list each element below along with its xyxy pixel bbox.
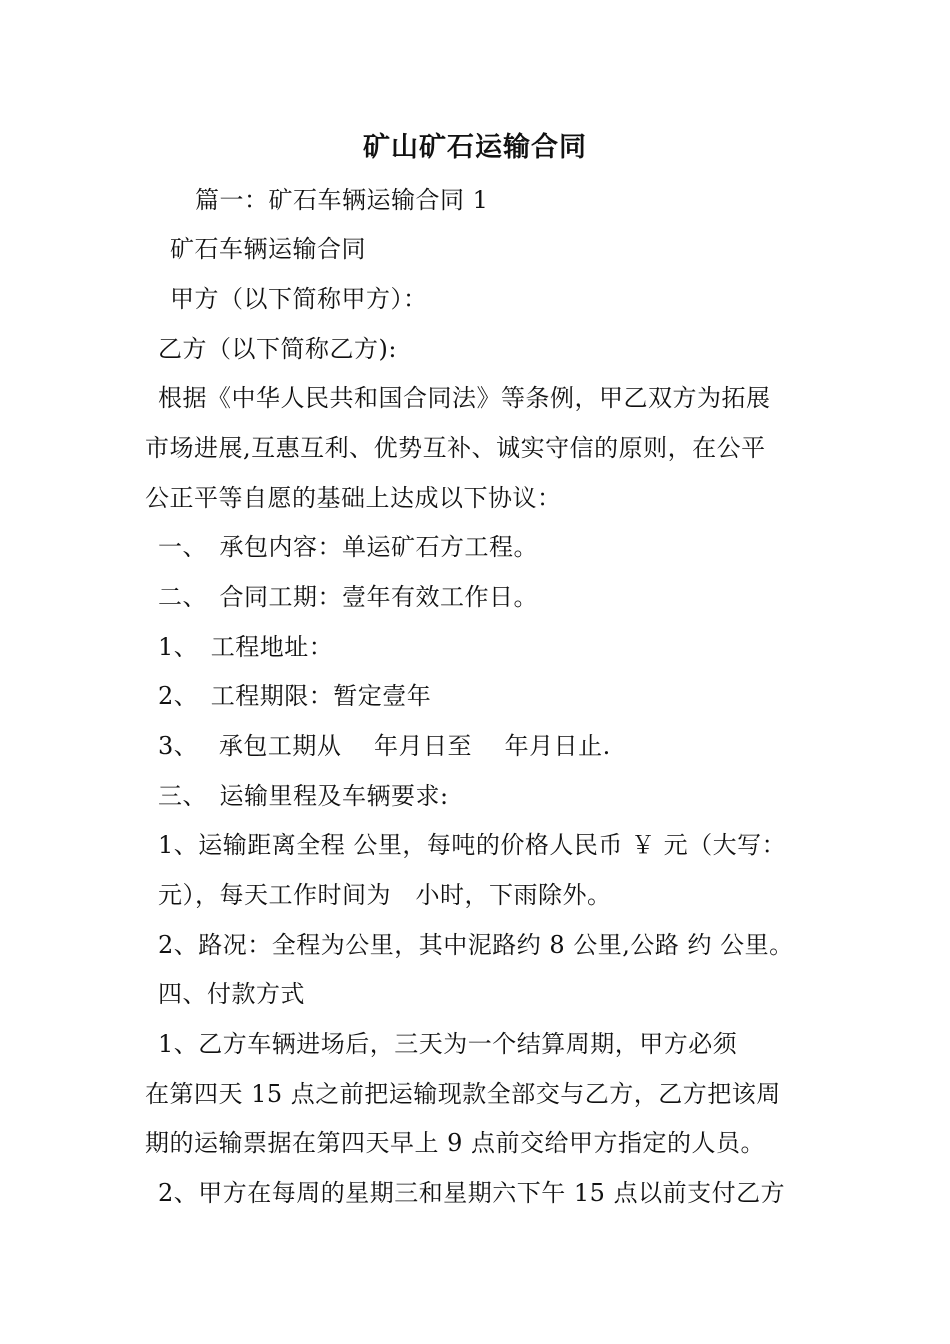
- contract-name: 矿石车辆运输合同: [170, 235, 366, 263]
- clause-2-term: 二、 合同工期：壹年有效工作日。: [158, 583, 538, 611]
- clause-2-item-1: 1、 工程地址：: [158, 633, 334, 661]
- clause-4-item-2: 2、甲方在每周的星期三和星期六下午 15 点以前支付乙方: [158, 1179, 786, 1207]
- clause-3-heading: 三、 运输里程及车辆要求:: [158, 782, 449, 810]
- clause-2-item-2: 2、 工程期限：暂定壹年: [158, 682, 432, 710]
- preamble-line-1: 根据《中华人民共和国合同法》等条例，甲乙双方为拓展: [158, 384, 771, 412]
- clause-4-item-1-cont-2: 期的运输票据在第四天早上 9 点前交给甲方指定的人员。: [145, 1129, 766, 1157]
- party-b-line: 乙方（以下简称乙方):: [158, 335, 397, 363]
- party-a-line: 甲方（以下简称甲方）：: [170, 285, 428, 313]
- preamble-line-3: 公正平等自愿的基础上达成以下协议：: [145, 484, 562, 512]
- section-heading-part-one: 篇一：矿石车辆运输合同 1: [195, 186, 489, 214]
- clause-4-item-1-cont-1: 在第四天 15 点之前把运输现款全部交与乙方，乙方把该周: [145, 1080, 781, 1108]
- clause-4-item-1: 1、乙方车辆进场后，三天为一个结算周期，甲方必须: [158, 1030, 738, 1058]
- clause-3-item-1: 1、运输距离全程 公里，每吨的价格人民币 ￥ 元（大写：: [158, 831, 787, 859]
- clause-2-item-3: 3、 承包工期从 年月日至 年月日止.: [158, 732, 611, 760]
- clause-4-heading: 四、付款方式: [158, 980, 305, 1008]
- clause-3-item-2: 2、路况：全程为公里，其中泥路约 8 公里,公路 约 公里。: [158, 931, 794, 959]
- document-title: 矿山矿石运输合同: [363, 132, 587, 163]
- clause-1-content: 一、 承包内容：单运矿石方工程。: [158, 533, 538, 561]
- clause-3-item-1-cont: 元），每天工作时间为 小时，下雨除外。: [158, 881, 612, 909]
- preamble-line-2: 市场进展,互惠互利、优势互补、诚实守信的原则，在公平: [145, 434, 766, 462]
